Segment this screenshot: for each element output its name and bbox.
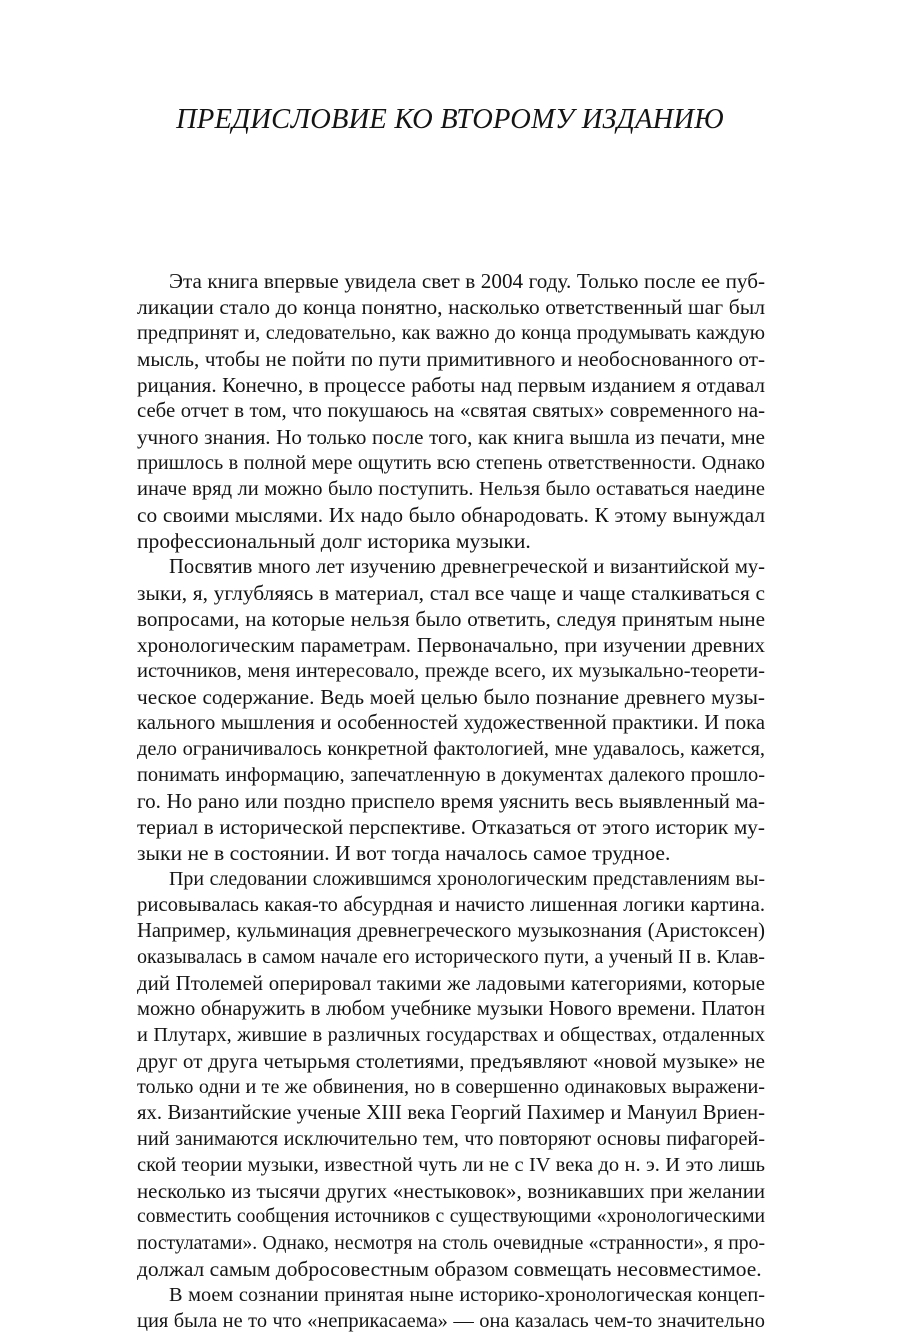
paragraph — [137, 866, 765, 1282]
text-line: учного знания. Но только после того, как книга вышла из печати, мне — [137, 425, 765, 449]
text-line: себе отчет в том, что покушаюсь на «святая святых» современного на- — [137, 399, 765, 422]
text-line: териал в исторической перспективе. Отказаться от этого историк му- — [137, 815, 765, 839]
text-line: хронологическим параметрам. Первоначально, при изучении древних — [137, 633, 765, 657]
text-line: Эта книга впервые увидела свет в 2004 году. Только после ее пуб- — [169, 269, 765, 293]
text-line: постулатами». Однако, несмотря на столь очевидные «странности», я про- — [137, 1232, 765, 1254]
text-line: зыки не в состоянии. И вот тогда началось самое трудное. — [137, 841, 671, 865]
text-line: ской теории музыки, известной чуть ли не с IV века до н. э. И это лишь — [137, 1154, 765, 1176]
text-line: кального мышления и особенностей художественной практики. И пока — [137, 712, 765, 734]
text-line: зыки, я, углубляясь в материал, стал все чаще и чаще сталкиваться с — [137, 581, 765, 605]
text-line: мысль, чтобы не пойти по пути примитивного и необоснованного от- — [137, 347, 765, 371]
text-line: При следовании сложившимся хронологическим представлениям вы- — [169, 868, 765, 890]
text-line: оказывалась в самом начале его исторического пути, а ученый II в. Клав- — [137, 946, 765, 968]
paragraph — [137, 268, 765, 554]
paragraph — [137, 554, 765, 866]
text-line: можно обнаружить в любом учебнике музыки Нового времени. Платон — [137, 998, 765, 1020]
text-line: ях. Византийские ученые XIII века Георгий Пахимер и Мануил Вриен- — [137, 1102, 765, 1124]
body-text — [137, 268, 765, 1334]
text-line: и Плутарх, жившие в различных государствах и обществах, отдаленных — [137, 1024, 765, 1046]
text-line: источников, меня интересовало, прежде всего, их музыкально-теорети- — [137, 660, 765, 682]
text-line: рисовывалась какая-то абсурдная и начисто лишенная логики картина. — [137, 894, 765, 916]
text-line: го. Но рано или поздно приспело время уяснить весь выявленный ма- — [137, 789, 765, 813]
text-line: иначе вряд ли можно было поступить. Нельзя было оставаться наедине — [137, 478, 765, 500]
text-line: ний занимаются исключительно тем, что повторяют основы пифагорей- — [137, 1128, 765, 1150]
text-line: пришлось в полной мере ощутить всю степень ответственности. Однако — [137, 452, 765, 474]
text-line: дело ограничивалось конкретной фактологией, мне удавалось, кажется, — [137, 738, 765, 760]
text-line: предпринят и, следовательно, как важно до конца продумывать каждую — [137, 322, 765, 344]
text-line: только одни и те же обвинения, но в совершенно одинаковых выражени- — [137, 1076, 765, 1098]
text-line: несколько из тысячи других «нестыковок», возникавших при желании — [137, 1179, 765, 1203]
text-line: профессиональный долг историка музыки. — [137, 529, 531, 553]
text-line: Посвятив много лет изучению древнегреческой и византийской му- — [169, 556, 765, 578]
text-line: со своими мыслями. Их надо было обнародовать. К этому вынуждал — [137, 503, 765, 527]
text-line: совместить сообщения источников с существующими «хронологическими — [137, 1206, 765, 1227]
text-line: В моем сознании принятая ныне историко-хронологическая концеп- — [169, 1284, 765, 1306]
text-line: дий Птолемей оперировал такими же ладовыми категориями, которые — [137, 971, 765, 995]
text-line: ческое содержание. Ведь моей целью было познание древнего музы- — [137, 685, 765, 709]
text-line: ликации стало до конца понятно, насколько ответственный шаг был — [137, 295, 765, 319]
chapter-title: ПРЕДИСЛОВИЕ КО ВТОРОМУ ИЗДАНИЮ — [176, 104, 724, 135]
text-line: вопросами, на которые нельзя было ответить, следуя принятым ныне — [137, 607, 765, 631]
paragraph — [137, 1282, 765, 1334]
text-line: Например, кульминация древнегреческого музыкознания (Аристоксен) — [137, 920, 765, 942]
text-line: друг от друга четырьмя столетиями, предъявляют «новой музыке» не — [137, 1049, 765, 1073]
text-line: рицания. Конечно, в процессе работы над первым изданием я отдавал — [137, 373, 765, 397]
text-line: понимать информацию, запечатленную в документах далекого прошло- — [137, 764, 765, 786]
text-line: ция была не то что «неприкасаема» — она казалась чем-то значительно — [137, 1310, 765, 1332]
text-line: должал самым добросовестным образом совмещать несовместимое. — [137, 1257, 762, 1281]
